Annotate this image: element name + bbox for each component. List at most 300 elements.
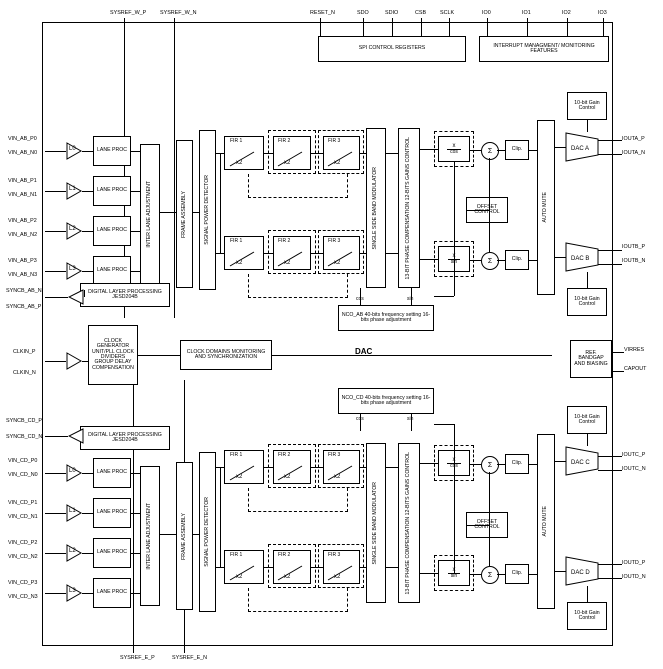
wire-dacc-out-n <box>598 470 622 471</box>
fir-ab-row1-bypass <box>248 174 348 198</box>
wire-pc-mixer-ab-2 <box>420 259 438 260</box>
pin-ioutd-n: IOUTD_N <box>622 574 646 580</box>
fir2-cd-row2-slope <box>276 562 308 587</box>
pin-ioutb-p: IOUTB_P <box>622 244 646 250</box>
wire-nco-cd-cos <box>360 414 361 431</box>
ssb-cd-label: SINGLE SIDE BAND MODULATOR <box>372 481 379 565</box>
spd-ab-label: SIGNAL POWER DETECTOR <box>203 175 210 245</box>
wire-refbg-capout <box>612 371 624 372</box>
fir2-cd-row1-slope <box>276 462 308 487</box>
lane-proc-label: LANE PROC <box>97 509 127 516</box>
ref-bandgap-block <box>570 340 612 378</box>
pin-iouta-n: IOUTA_N <box>622 150 645 156</box>
wire-laneproc-ila-ab-1 <box>131 191 140 192</box>
lane-label-cd-0: L0 <box>69 468 76 474</box>
fir1-cd-row1-slope <box>228 462 260 487</box>
wire-ila-fa-cd <box>160 534 176 535</box>
wire-fir3-ssb-cd-2 <box>360 567 366 568</box>
wire-lane-cd-1 <box>82 513 93 514</box>
spi-control-registers-block <box>318 36 466 62</box>
wire-lane-ab-2 <box>82 231 93 232</box>
phase-compensation-ab <box>398 128 420 288</box>
wire-lane-cd-3 <box>82 593 93 594</box>
fir1-cd-row2-slope <box>228 562 260 587</box>
fir3-cd-row1-slope <box>326 462 358 487</box>
ssb-modulator-cd <box>366 443 386 603</box>
wire-lane-ab-1 <box>82 191 93 192</box>
wire-gain-c-dac <box>587 434 588 446</box>
fir-cd-row1-bypass <box>248 488 348 512</box>
clock-domain-label: CLOCK DOMAINS MONITORING AND SYNCHRONIZATION <box>186 348 266 360</box>
gain-control-c <box>567 406 607 434</box>
lane-proc-label: LANE PROC <box>97 469 127 476</box>
wire-sysref-e-p <box>133 380 134 653</box>
wire-fir2-fir3-ab-2 <box>311 253 323 254</box>
ssb-modulator-ab <box>366 128 386 288</box>
wire-fa-spd-cd <box>193 534 199 535</box>
wire-fir1-fir2-ab-1 <box>264 153 273 154</box>
mixer-cos-label: cos <box>447 149 461 155</box>
fir2-ab-row2-slope <box>276 248 308 273</box>
wire-dacd-out-n <box>598 578 622 579</box>
pin-syncb-ab-n: SYNCB_AB_N <box>6 288 42 294</box>
fir1-cd-row2-label: FIR 1 <box>230 552 243 558</box>
auto-mute-ab-label: AUTO MUTE <box>542 192 549 223</box>
phase-comp-ab-label: 13-BIT PHASE COMPENSATION 12-BITS GAINS CONTROL <box>405 136 412 280</box>
pin-vin-cd-p1: VIN_CD_P1 <box>8 500 38 506</box>
pin-capout: CAPOUT <box>624 366 647 372</box>
mixer-x-label: x <box>452 456 456 463</box>
gain-control-label: 10-bit Gain Control <box>574 413 600 425</box>
svg-text:DAC C: DAC C <box>571 460 590 466</box>
svg-text:DAC D: DAC D <box>571 570 590 576</box>
wire-nco-cd-to-mix <box>434 424 454 425</box>
pin-syncb-cd-n: SYNCB_CD_N <box>6 434 43 440</box>
summer-cd-row1: Σ <box>481 456 499 474</box>
wire-spd-fir1-ab-2 <box>216 253 224 254</box>
nco-cd-block <box>338 388 434 414</box>
wire-daca-out-n <box>598 154 622 155</box>
pin-vin-ab-n1: VIN_AB_N1 <box>8 192 38 198</box>
wire-gain-b-dac <box>587 272 588 288</box>
fir2-cd-row1-label: FIR 2 <box>278 452 291 458</box>
lane-proc-label: LANE PROC <box>97 187 127 194</box>
wire-in-ab-1 <box>45 191 66 192</box>
pin-ioutc-p: IOUTC_P <box>622 452 646 458</box>
clip-label: Clip. <box>511 256 523 263</box>
phase-comp-cd-label: 13-BIT PHASE COMPENSATION 12-BITS GAINS CONTROL <box>405 451 412 595</box>
wire-csb <box>421 18 422 36</box>
clip-cd-row1 <box>505 454 529 474</box>
phase-compensation-cd <box>398 443 420 603</box>
svg-text:DAC B: DAC B <box>571 256 590 262</box>
wire-refbg-virres <box>612 352 624 353</box>
pin-vin-ab-n2: VIN_AB_N2 <box>8 232 38 238</box>
wire-fir2-fir3-cd-1 <box>311 467 323 468</box>
pin-sdio: SDIO <box>385 10 399 16</box>
lane-proc-label: LANE PROC <box>97 589 127 596</box>
svg-text:x2: x2 <box>236 260 243 266</box>
wire-laneproc-ila-cd-1 <box>131 513 140 514</box>
clock-generator-label: CLOCK GENERATOR UNIT/PLL CLOCK DIVIDERS GROUP DELAY COMPENSATION <box>92 337 134 371</box>
chip-label: DAC <box>355 347 373 356</box>
lane-proc-label: LANE PROC <box>97 549 127 556</box>
lane-label-ab-3: L3 <box>69 266 76 272</box>
fir2-ab-row1-label: FIR 2 <box>278 138 291 144</box>
nco-cd-label: NCO_CD 40-bits frequency setting 16-bits phase adjustment <box>341 394 431 406</box>
mixer-x-label: x <box>452 566 456 573</box>
wire-mute-dacd <box>555 571 566 572</box>
fir1-ab-row1-slope <box>228 148 260 173</box>
fir1-ab-row2-slope <box>228 248 260 273</box>
wire-spd-branch-cd <box>220 467 221 567</box>
wire-dacb-out-n <box>598 264 622 265</box>
pin-syncb-cd-p: SYNCB_CD_P <box>6 418 42 424</box>
pin-syncb-ab-p: SYNCB_AB_P <box>6 304 42 310</box>
wire-clkin-drv-cgu <box>82 361 88 362</box>
wire-syncb-cd <box>45 436 68 437</box>
svg-text:x2: x2 <box>334 474 341 480</box>
clip-ab-row2 <box>505 250 529 270</box>
svg-text:x2: x2 <box>334 160 341 166</box>
wire-lane-cd-2 <box>82 553 93 554</box>
mixer-x-label: x <box>452 142 456 149</box>
wire-clip-mute-ab-1 <box>529 150 537 151</box>
fir3-cd-row1-label: FIR 3 <box>328 452 341 458</box>
pin-csb: CSB <box>415 10 427 16</box>
pin-iouta-p: IOUTA_P <box>622 136 645 142</box>
wire-fir1-fir2-cd-1 <box>264 467 273 468</box>
wire-in-ab-2 <box>45 231 66 232</box>
wire-mixer-sum-ab-1 <box>470 150 481 151</box>
nco-cd-sin-label: sin <box>407 416 414 422</box>
wire-in-ab-3 <box>45 271 66 272</box>
digital-layer-ab-label: DIGITAL LAYER PROCESSING JESD204B <box>88 288 162 300</box>
frame-assembly-ab-label: FRAME ASSEMBLY <box>180 190 187 238</box>
wire-laneproc-ila-ab-3 <box>131 271 140 272</box>
svg-text:x2: x2 <box>284 260 291 266</box>
clip-ab-row1 <box>505 140 529 160</box>
wire-mute-dacc <box>555 461 566 462</box>
pin-sclk: SCLK <box>440 10 455 16</box>
syncb-cd-driver <box>68 428 84 449</box>
wire-nco-ab-cos <box>360 288 361 305</box>
wire-spd-branch-ab <box>220 153 221 253</box>
wire-sum-clip-ab-2 <box>497 260 505 261</box>
wire-clip-mute-cd-2 <box>529 574 537 575</box>
wire-fir1-fir2-cd-2 <box>264 567 273 568</box>
fir1-cd-row1-label: FIR 1 <box>230 452 243 458</box>
wire-sysref-w-n <box>174 18 175 318</box>
fir-ab-row2-bypass <box>248 274 348 298</box>
fir2-ab-row2-label: FIR 2 <box>278 238 291 244</box>
lane-proc-cd-3 <box>93 578 131 608</box>
wire-pc-mixer-ab-1 <box>420 149 438 150</box>
wire-dacb-out-p <box>598 250 622 251</box>
nco-ab-block <box>338 305 434 331</box>
clock-generator-block <box>88 325 138 385</box>
wire-dacd-out-p <box>598 564 622 565</box>
gain-control-b <box>567 288 607 316</box>
auto-mute-cd-label: AUTO MUTE <box>542 506 549 537</box>
wire-offsetctrl-cd <box>466 525 489 526</box>
clkin-receiver <box>66 352 82 375</box>
pin-virres: VIRRES <box>624 347 645 353</box>
gain-control-a <box>567 92 607 120</box>
wire-syncb-ab-up <box>84 290 85 297</box>
fir3-cd-row2-slope <box>326 562 358 587</box>
wire-cds-right <box>272 355 552 356</box>
nco-cd-cos-label: cos <box>356 416 364 422</box>
wire-ssb-pc-cd-2 <box>386 567 398 568</box>
wire-in-cd-1 <box>45 513 66 514</box>
wire-sum-clip-ab-1 <box>497 150 505 151</box>
spd-cd-label: SIGNAL POWER DETECTOR <box>203 497 210 567</box>
mixer-x-label: x <box>452 252 456 259</box>
wire-mixer-sum-cd-2 <box>470 574 481 575</box>
wire-laneproc-ila-cd-3 <box>131 593 140 594</box>
pin-vin-ab-p0: VIN_AB_P0 <box>8 136 37 142</box>
mixer-sin-label: sin <box>448 259 460 265</box>
dac-a-block <box>565 132 609 167</box>
wire-mute-dacb <box>555 257 566 258</box>
frame-assembly-cd <box>176 462 193 610</box>
clip-label: Clip. <box>511 460 523 467</box>
wire-daca-out-p <box>598 140 622 141</box>
dac-c-block <box>565 446 609 481</box>
wire-clip-mute-cd-1 <box>529 464 537 465</box>
lane-label-ab-0: L0 <box>69 146 76 152</box>
lane-label-ab-2: L2 <box>69 226 76 232</box>
signal-power-detector-ab <box>199 130 216 290</box>
wire-nco-ab-mix-up <box>454 162 455 296</box>
wire-fir3-ssb-ab-2 <box>360 253 366 254</box>
wire-in-ab-0 <box>45 151 66 152</box>
fir3-ab-row1-slope <box>326 148 358 173</box>
wire-dacc-out-p <box>598 456 622 457</box>
pin-sysref-w-p: SYSREF_W_P <box>110 10 147 16</box>
lane-label-cd-1: L1 <box>69 508 76 514</box>
wire-fir2-fir3-ab-1 <box>311 153 323 154</box>
clip-label: Clip. <box>511 146 523 153</box>
wire-lane-ab-0 <box>82 151 93 152</box>
wire-pc-mixer-cd-2 <box>420 573 438 574</box>
wire-sdo <box>363 18 364 36</box>
ssb-ab-label: SINGLE SIDE BAND MODULATOR <box>372 166 379 250</box>
mixer-ab-row1 <box>438 136 470 162</box>
ref-bandgap-label: REF. BANDGAP AND BIASING <box>574 349 608 367</box>
svg-text:x2: x2 <box>236 574 243 580</box>
wire-clip-mute-ab-2 <box>529 260 537 261</box>
wire-ssb-pc-ab-1 <box>386 153 398 154</box>
fir3-ab-row2-label: FIR 3 <box>328 238 341 244</box>
lane-proc-cd-0 <box>93 458 131 488</box>
nco-ab-label: NCO_AB 40-bits frequency setting 16-bits phase adjustment <box>341 311 431 323</box>
lane-proc-ab-0 <box>93 136 131 166</box>
pin-vin-ab-n3: VIN_AB_N3 <box>8 272 38 278</box>
pin-vin-cd-n2: VIN_CD_N2 <box>8 554 38 560</box>
wire-in-cd-2 <box>45 553 66 554</box>
pin-reset-n: RESET_N <box>310 10 335 16</box>
summer-ab-row1: Σ <box>481 142 499 160</box>
svg-text:x2: x2 <box>334 574 341 580</box>
wire-clkin-cgu <box>45 361 66 362</box>
inter-lane-ab-label: INTER LANE ADJUSTMENT <box>146 180 153 248</box>
clock-domain-sync-block <box>180 340 272 370</box>
wire-mute-daca <box>555 147 566 148</box>
svg-text:DAC A: DAC A <box>571 146 590 152</box>
fir3-ab-row2-slope <box>326 248 358 273</box>
auto-mute-ab <box>537 120 555 295</box>
lane-proc-label: LANE PROC <box>97 227 127 234</box>
pin-vin-cd-n0: VIN_CD_N0 <box>8 472 38 478</box>
wire-offset-sum-cd <box>489 472 490 566</box>
lane-proc-cd-2 <box>93 538 131 568</box>
wire-in-cd-3 <box>45 593 66 594</box>
wire-mixer-sum-ab-2 <box>470 260 481 261</box>
inter-lane-adjustment-ab <box>140 144 160 284</box>
lane-proc-label: LANE PROC <box>97 267 127 274</box>
pin-sysref-e-n: SYSREF_E_N <box>172 655 208 661</box>
pin-sysref-e-p: SYSREF_E_P <box>120 655 155 661</box>
wire-mixer-sum-cd-1 <box>470 464 481 465</box>
wire-fir1-fir2-ab-2 <box>264 253 273 254</box>
mixer-cos-label: cos <box>447 463 461 469</box>
fir1-ab-row2-label: FIR 1 <box>230 238 243 244</box>
summer-cd-row2: Σ <box>481 566 499 584</box>
gain-control-label: 10-bit Gain Control <box>574 609 600 621</box>
wire-ssb-pc-ab-2 <box>386 253 398 254</box>
nco-ab-cos-label: cos <box>356 296 364 302</box>
offset-control-ab-label: OFFSET CONTROL <box>474 203 500 215</box>
interrupt-management-block <box>479 36 609 62</box>
pin-io0: IO0 <box>482 10 491 16</box>
lane-proc-cd-1 <box>93 498 131 528</box>
mixer-sin-label: sin <box>448 573 460 579</box>
wire-ssb-pc-cd-1 <box>386 467 398 468</box>
fir3-cd-row2-label: FIR 3 <box>328 552 341 558</box>
wire-spd-fir1-cd-2 <box>216 567 224 568</box>
gain-control-label: 10-bit Gain Control <box>574 295 600 307</box>
lane-proc-ab-3 <box>93 256 131 286</box>
wire-lane-ab-3 <box>82 271 93 272</box>
wire-nco-ab-sin <box>411 288 412 305</box>
wire-ila-fa-ab <box>160 212 176 213</box>
wire-offset-sum-ab <box>489 158 490 252</box>
wire-gain-a-dac <box>587 120 588 132</box>
digital-layer-processing-cd <box>80 426 170 450</box>
digital-layer-processing-ab <box>80 283 170 307</box>
wire-fir3-ssb-cd-1 <box>360 467 366 468</box>
pin-vin-ab-p2: VIN_AB_P2 <box>8 218 37 224</box>
offset-control-cd-label: OFFSET CONTROL <box>474 518 500 530</box>
frame-assembly-cd-label: FRAME ASSEMBLY <box>180 512 187 560</box>
lane-proc-ab-2 <box>93 216 131 246</box>
wire-nco-cd-sin <box>411 414 412 431</box>
wire-sclk <box>449 18 450 36</box>
pin-vin-cd-p3: VIN_CD_P3 <box>8 580 38 586</box>
auto-mute-cd <box>537 434 555 609</box>
pin-clkin-p: CLKIN_P <box>13 349 36 355</box>
fir1-ab-row1-label: FIR 1 <box>230 138 243 144</box>
wire-gain-d-dac <box>587 586 588 602</box>
lane-proc-ab-1 <box>93 176 131 206</box>
pin-clkin-n: CLKIN_N <box>13 370 36 376</box>
wire-lane-cd-0 <box>82 473 93 474</box>
wire-laneproc-ila-ab-2 <box>131 231 140 232</box>
wire-io2 <box>567 18 568 36</box>
wire-sum-clip-cd-1 <box>497 464 505 465</box>
summer-ab-row2: Σ <box>481 252 499 270</box>
pin-io3: IO3 <box>598 10 607 16</box>
wire-offsetctrl-ab <box>466 210 489 211</box>
wire-syncb-ab <box>45 297 68 298</box>
pin-vin-ab-p3: VIN_AB_P3 <box>8 258 37 264</box>
pin-sdo: SDO <box>357 10 369 16</box>
clip-cd-row2 <box>505 564 529 584</box>
pin-vin-cd-n3: VIN_CD_N3 <box>8 594 38 600</box>
wire-laneproc-ila-cd-0 <box>131 473 140 474</box>
pin-vin-cd-n1: VIN_CD_N1 <box>8 514 38 520</box>
wire-sdio <box>392 18 393 36</box>
wire-nco-cd-mix-dn <box>454 424 455 574</box>
svg-text:x2: x2 <box>334 260 341 266</box>
wire-fir2-fir3-cd-2 <box>311 567 323 568</box>
svg-text:x2: x2 <box>236 474 243 480</box>
pin-sysref-w-n: SYSREF_W_N <box>160 10 197 16</box>
nco-ab-sin-label: sin <box>407 296 414 302</box>
lane-label-cd-3: L3 <box>69 588 76 594</box>
gain-control-d <box>567 602 607 630</box>
pin-ioutb-n: IOUTB_N <box>622 258 646 264</box>
lane-label-ab-1: L1 <box>69 186 76 192</box>
pin-vin-cd-p2: VIN_CD_P2 <box>8 540 38 546</box>
syncb-ab-driver <box>68 289 84 310</box>
pin-io1: IO1 <box>522 10 531 16</box>
svg-text:x2: x2 <box>284 474 291 480</box>
wire-io3 <box>603 18 604 36</box>
fir2-ab-row1-slope <box>276 148 308 173</box>
svg-text:x2: x2 <box>284 574 291 580</box>
fir-cd-row2-bypass <box>248 588 348 612</box>
wire-in-cd-0 <box>45 473 66 474</box>
svg-text:x2: x2 <box>236 160 243 166</box>
wire-fir3-ssb-ab-1 <box>360 153 366 154</box>
spi-label: SPI CONTROL REGISTERS <box>358 45 426 52</box>
fir2-cd-row2-label: FIR 2 <box>278 552 291 558</box>
interrupt-label: INTERRUPT MANAGMENT/ MONITORING FEATURES <box>493 42 595 54</box>
signal-power-detector-cd <box>199 452 216 612</box>
lane-proc-label: LANE PROC <box>97 147 127 154</box>
wire-laneproc-ila-cd-2 <box>131 553 140 554</box>
wire-io0 <box>487 18 488 36</box>
wire-reset <box>320 18 321 36</box>
pin-vin-ab-p1: VIN_AB_P1 <box>8 178 37 184</box>
wire-io1 <box>527 18 528 36</box>
pin-io2: IO2 <box>562 10 571 16</box>
gain-control-label: 10-bit Gain Control <box>574 99 600 111</box>
wire-fa-spd-ab <box>193 212 199 213</box>
pin-vin-ab-n0: VIN_AB_N0 <box>8 150 38 156</box>
fir3-ab-row1-label: FIR 3 <box>328 138 341 144</box>
pin-vin-cd-p0: VIN_CD_P0 <box>8 458 38 464</box>
wire-pc-mixer-cd-1 <box>420 463 438 464</box>
svg-text:x2: x2 <box>284 160 291 166</box>
wire-cgu-cds <box>138 355 180 356</box>
digital-layer-cd-label: DIGITAL LAYER PROCESSING JESD204B <box>88 431 162 443</box>
pin-ioutc-n: IOUTC_N <box>622 466 646 472</box>
frame-assembly-ab <box>176 140 193 288</box>
